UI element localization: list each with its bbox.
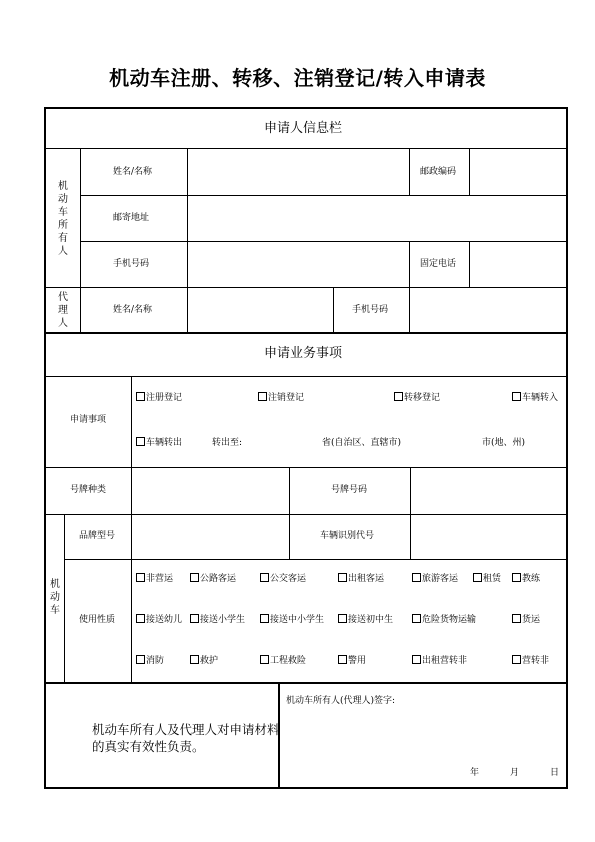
checkbox-label: 工程救险	[270, 656, 307, 666]
agent-mobile-label: 手机号码	[352, 305, 389, 315]
name-field[interactable]	[190, 150, 406, 193]
vin-field[interactable]	[413, 516, 564, 557]
agent-name-field[interactable]	[190, 289, 330, 330]
rule	[80, 195, 567, 196]
postcode-field[interactable]	[472, 150, 564, 193]
checkbox-label: 车辆转入	[522, 393, 559, 403]
checkbox-label: 接送中小学生	[270, 615, 325, 625]
rule	[45, 148, 567, 149]
checkbox-label: 救护	[200, 656, 219, 666]
checkbox-label: 接送初中生	[348, 615, 394, 625]
landline-field[interactable]	[472, 243, 564, 285]
checkbox-box[interactable]	[258, 392, 267, 401]
plate-type-field[interactable]	[134, 469, 287, 512]
checkbox-box[interactable]	[190, 655, 199, 664]
usage-checkbox[interactable]	[512, 573, 540, 585]
checkbox-box[interactable]	[512, 392, 521, 401]
owner-label: 机动车所有人	[58, 181, 68, 257]
checkbox-box[interactable]	[412, 655, 421, 664]
checkbox-label: 车辆转出	[146, 438, 183, 448]
item-checkbox-register[interactable]	[136, 392, 182, 404]
checkbox-box[interactable]	[512, 655, 521, 664]
vin-label: 车辆识别代号	[320, 531, 375, 541]
checkbox-box[interactable]	[260, 614, 269, 623]
checkbox-label: 出租营转非	[422, 656, 468, 666]
form-title: 机动车注册、转移、注销登记/转入申请表	[109, 66, 486, 90]
checkbox-box[interactable]	[260, 655, 269, 664]
usage-checkbox[interactable]	[412, 614, 476, 626]
usage-checkbox[interactable]	[260, 655, 306, 667]
usage-checkbox[interactable]	[136, 573, 173, 585]
rule	[469, 241, 470, 287]
checkbox-label: 非营运	[146, 574, 174, 584]
checkbox-label: 转移登记	[404, 393, 441, 403]
mobile-label: 手机号码	[113, 259, 150, 269]
usage-checkbox[interactable]	[512, 614, 540, 626]
usage-checkbox[interactable]	[190, 614, 245, 626]
brand-model-field[interactable]	[134, 516, 287, 557]
checkbox-label: 公交客运	[270, 574, 307, 584]
business-section-header: 申请业务事项	[264, 346, 343, 361]
day-label: 日	[550, 768, 560, 778]
usage-checkbox[interactable]	[136, 614, 182, 626]
usage-checkbox[interactable]	[512, 655, 549, 667]
rule	[80, 241, 567, 242]
checkbox-label: 教练	[522, 574, 541, 584]
checkbox-box[interactable]	[338, 573, 347, 582]
checkbox-box[interactable]	[136, 614, 145, 623]
usage-checkbox[interactable]	[136, 655, 164, 667]
checkbox-box[interactable]	[412, 573, 421, 582]
checkbox-box[interactable]	[394, 392, 403, 401]
checkbox-label: 接送小学生	[200, 615, 246, 625]
usage-checkbox[interactable]	[260, 614, 324, 626]
rule	[289, 467, 290, 559]
rule	[409, 241, 410, 287]
rule	[45, 682, 567, 684]
checkbox-box[interactable]	[412, 614, 421, 623]
mobile-field[interactable]	[190, 243, 406, 285]
rule	[64, 514, 65, 682]
rule	[45, 467, 567, 468]
checkbox-box[interactable]	[473, 573, 482, 582]
usage-checkbox[interactable]	[190, 573, 236, 585]
item-checkbox-transfer-in[interactable]	[512, 392, 558, 404]
agent-label: 代理人	[58, 292, 68, 329]
rule	[409, 148, 410, 195]
rule	[45, 376, 567, 377]
plate-number-label: 号牌号码	[331, 485, 368, 495]
checkbox-box[interactable]	[136, 392, 145, 401]
usage-checkbox[interactable]	[338, 655, 366, 667]
rule	[131, 514, 132, 682]
signature-label: 机动车所有人(代理人)签字:	[286, 696, 396, 706]
rule	[45, 514, 567, 515]
checkbox-label: 注销登记	[268, 393, 305, 403]
name-label: 姓名/名称	[113, 167, 153, 177]
usage-checkbox[interactable]	[412, 573, 458, 585]
rule	[64, 559, 567, 560]
checkbox-box[interactable]	[190, 573, 199, 582]
agent-mobile-field[interactable]	[412, 289, 564, 330]
rule	[131, 376, 132, 514]
checkbox-box[interactable]	[136, 437, 145, 446]
province-label: 省(自治区、直辖市)	[322, 438, 402, 448]
transfer-to-label: 转出至:	[212, 438, 243, 448]
agent-name-label: 姓名/名称	[113, 305, 153, 315]
item-checkbox-cancel[interactable]	[258, 392, 304, 404]
usage-checkbox[interactable]	[338, 573, 384, 585]
checkbox-label: 公路客运	[200, 574, 237, 584]
plate-number-field[interactable]	[413, 469, 564, 512]
usage-checkbox[interactable]	[260, 573, 306, 585]
checkbox-label: 注册登记	[146, 393, 183, 403]
postcode-label: 邮政编码	[420, 167, 457, 177]
applicant-section-header: 申请人信息栏	[264, 121, 343, 136]
rule	[410, 467, 411, 559]
checkbox-label: 消防	[146, 656, 165, 666]
rule	[45, 332, 567, 334]
rule	[45, 287, 567, 288]
rule	[469, 148, 470, 195]
checkbox-label: 租赁	[483, 574, 502, 584]
usage-checkbox[interactable]	[338, 614, 393, 626]
usage-label: 使用性质	[79, 615, 116, 625]
checkbox-box[interactable]	[136, 655, 145, 664]
checkbox-label: 警用	[348, 656, 367, 666]
year-label: 年	[470, 768, 480, 778]
landline-label: 固定电话	[420, 259, 457, 269]
checkbox-label: 接送幼儿	[146, 615, 183, 625]
vehicle-label: 机动车	[50, 579, 60, 616]
checkbox-label: 危险货物运输	[422, 615, 477, 625]
usage-checkbox[interactable]	[473, 573, 501, 585]
city-label: 市(地、州)	[482, 438, 526, 448]
item-checkbox-transfer-out[interactable]	[136, 437, 182, 449]
month-label: 月	[510, 768, 520, 778]
checkbox-label: 出租客运	[348, 574, 385, 584]
checkbox-box[interactable]	[338, 655, 347, 664]
checkbox-box[interactable]	[512, 614, 521, 623]
rule	[80, 148, 81, 332]
checkbox-box[interactable]	[190, 614, 199, 623]
address-field[interactable]	[190, 197, 564, 239]
items-label: 申请事项	[70, 415, 107, 425]
declaration-statement: 机动车所有人及代理人对申请材料的真实有效性负责。	[92, 722, 280, 754]
checkbox-label: 货运	[522, 615, 541, 625]
checkbox-box[interactable]	[512, 573, 521, 582]
checkbox-label: 营转非	[522, 656, 550, 666]
brand-model-label: 品牌型号	[79, 531, 116, 541]
rule	[187, 148, 188, 332]
usage-checkbox[interactable]	[190, 655, 218, 667]
checkbox-box[interactable]	[338, 614, 347, 623]
checkbox-label: 旅游客运	[422, 574, 459, 584]
checkbox-box[interactable]	[136, 573, 145, 582]
address-label: 邮寄地址	[113, 213, 150, 223]
rule	[409, 287, 410, 332]
item-checkbox-transfer[interactable]	[394, 392, 440, 404]
usage-checkbox[interactable]	[412, 655, 467, 667]
checkbox-box[interactable]	[260, 573, 269, 582]
plate-type-label: 号牌种类	[70, 485, 107, 495]
rule	[333, 287, 334, 332]
signature-field[interactable]	[282, 710, 564, 760]
